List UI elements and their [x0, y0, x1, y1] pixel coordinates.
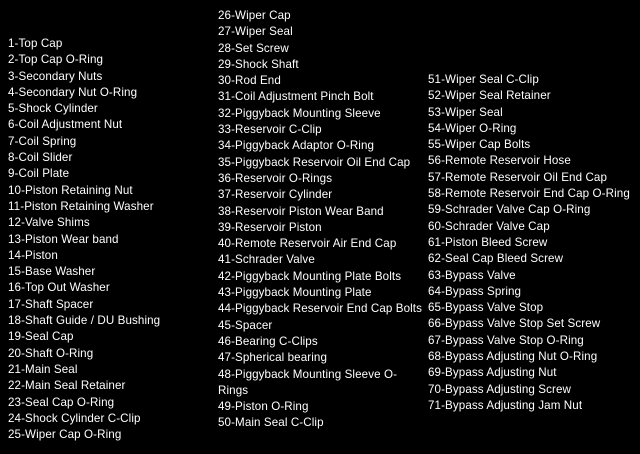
list-item: 18-Shaft Guide / DU Bushing	[8, 314, 161, 328]
list-item: 51-Wiper Seal C-Clip	[428, 73, 539, 86]
list-item: 67-Bypass Valve Stop O-Ring	[428, 333, 584, 347]
list-item: 19-Seal Cap	[8, 330, 74, 344]
list-item: 57-Remote Reservoir Oil End Cap	[428, 170, 608, 184]
list-item: 65-Bypass Valve Stop	[428, 301, 544, 315]
list-item: 64-Bypass Spring	[428, 284, 522, 298]
list-item: 42-Piggyback Mounting Plate Bolts	[218, 269, 402, 283]
list-item: 4-Secondary Nut O-Ring	[8, 85, 138, 99]
list-item: 24-Shock Cylinder C-Clip	[8, 411, 141, 425]
list-item: 26-Wiper Cap	[218, 9, 291, 22]
list-item: 34-Piggyback Adaptor O-Ring	[218, 139, 375, 153]
list-item: 56-Remote Reservoir Hose	[428, 154, 571, 168]
legend-column-2	[218, 0, 423, 432]
list-item: 62-Seal Cap Bleed Screw	[428, 252, 564, 266]
legend-column-3	[428, 0, 634, 414]
list-item: 35-Piggyback Reservoir Oil End Cap	[218, 155, 411, 169]
list-item: 23-Seal Cap O-Ring	[8, 395, 115, 409]
list-item: 22-Main Seal Retainer	[8, 379, 126, 393]
list-item: 17-Shaft Spacer	[8, 297, 94, 311]
list-item: 71-Bypass Adjusting Jam Nut	[428, 398, 583, 412]
list-item: 38-Reservoir Piston Wear Band	[218, 204, 384, 218]
list-item: 28-Set Screw	[218, 41, 289, 55]
list-item: 61-Piston Bleed Screw	[428, 235, 548, 249]
list-item: 63-Bypass Valve	[428, 268, 516, 282]
list-item: 59-Schrader Valve Cap O-Ring	[428, 203, 591, 217]
list-item: 30-Rod End	[218, 74, 281, 88]
list-item: 40-Remote Reservoir Air End Cap	[218, 237, 397, 251]
list-item: 9-Coil Plate	[8, 167, 70, 181]
list-item: 15-Base Washer	[8, 265, 96, 279]
list-item: 39-Reservoir Piston	[218, 220, 322, 234]
list-item: 5-Shock Cylinder	[8, 102, 98, 116]
list-item: 20-Shaft O-Ring	[8, 346, 94, 360]
list-item: 48-Piggyback Mounting Sleeve O-Rings	[218, 367, 398, 397]
list-item: 55-Wiper Cap Bolts	[428, 138, 531, 152]
list-item: 52-Wiper Seal Retainer	[428, 89, 551, 103]
list-item: 36-Reservoir O-Rings	[218, 171, 333, 185]
list-item: 13-Piston Wear band	[8, 232, 119, 246]
list-item: 70-Bypass Adjusting Screw	[428, 382, 571, 396]
list-item: 27-Wiper Seal	[218, 25, 293, 39]
list-item: 46-Bearing C-Clips	[218, 334, 318, 348]
list-item: 29-Shock Shaft	[218, 57, 299, 71]
list-item: 25-Wiper Cap O-Ring	[8, 428, 122, 442]
legend-column-1	[8, 0, 213, 443]
list-item: 7-Coil Spring	[8, 134, 77, 148]
list-item: 16-Top Out Washer	[8, 281, 110, 295]
list-item: 1-Top Cap	[8, 37, 63, 50]
list-item: 45-Spacer	[218, 318, 273, 332]
list-item: 49-Piston O-Ring	[218, 400, 309, 414]
list-item: 50-Main Seal C-Clip	[218, 416, 324, 430]
list-item: 43-Piggyback Mounting Plate	[218, 286, 372, 300]
list-item: 33-Reservoir C-Clip	[218, 123, 322, 137]
list-item: 69-Bypass Adjusting Nut	[428, 366, 557, 380]
list-item: 41-Schrader Valve	[218, 253, 315, 267]
list-item: 21-Main Seal	[8, 362, 78, 376]
list-item: 47-Spherical bearing	[218, 351, 327, 365]
list-item: 11-Piston Retaining Washer	[8, 199, 154, 213]
list-item: 66-Bypass Valve Stop Set Screw	[428, 317, 601, 331]
list-item: 32-Piggyback Mounting Sleeve	[218, 106, 381, 120]
list-item: 54-Wiper O-Ring	[428, 121, 517, 135]
list-item: 53-Wiper Seal	[428, 105, 503, 119]
list-item: 37-Reservoir Cylinder	[218, 188, 333, 202]
list-item: 3-Secondary Nuts	[8, 69, 103, 83]
list-item: 12-Valve Shims	[8, 216, 90, 230]
list-item: 60-Schrader Valve Cap	[428, 219, 550, 233]
list-item: 10-Piston Retaining Nut	[8, 183, 133, 197]
list-item: 8-Coil Slider	[8, 151, 73, 165]
list-item: 44-Piggyback Reservoir End Cap Bolts	[218, 302, 423, 316]
list-item: 58-Remote Reservoir End Cap O-Ring	[428, 187, 630, 201]
list-item: 68-Bypass Adjusting Nut O-Ring	[428, 350, 598, 364]
list-item: 31-Coil Adjustment Pinch Bolt	[218, 90, 374, 104]
list-item: 6-Coil Adjustment Nut	[8, 118, 123, 132]
list-item: 2-Top Cap O-Ring	[8, 53, 104, 67]
list-item: 14-Piston	[8, 248, 58, 262]
